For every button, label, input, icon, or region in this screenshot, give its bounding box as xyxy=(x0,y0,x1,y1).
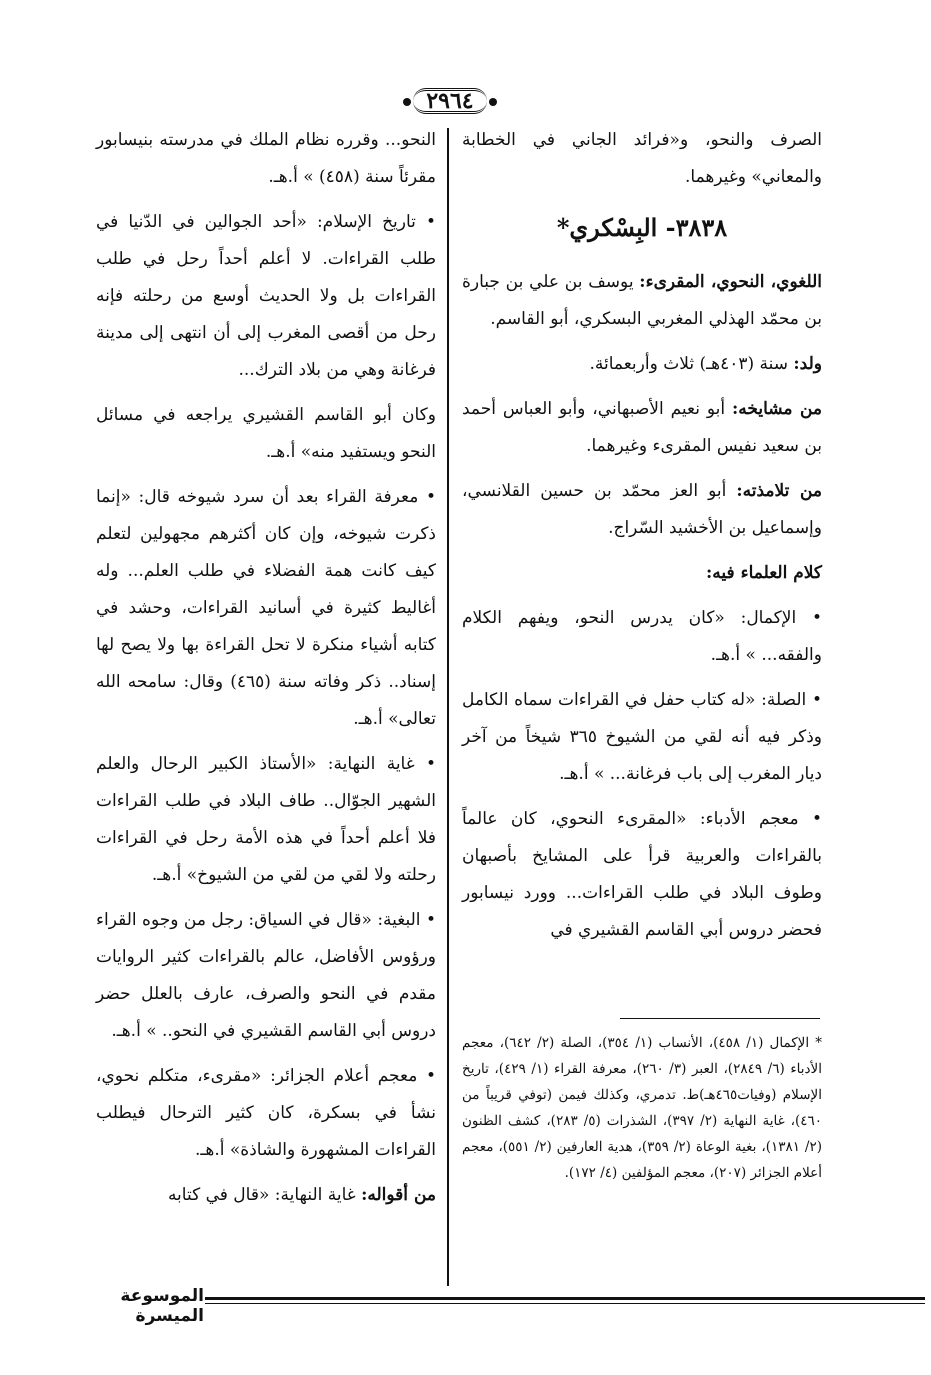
paragraph xyxy=(96,1177,436,1214)
paragraph-text: سنة (٤٠٣هـ) ثلاث وأربعمائة. xyxy=(589,354,794,374)
paragraph-label: من تلامذته: xyxy=(736,481,822,501)
left-column xyxy=(96,122,436,1222)
paragraph: • غاية النهاية: «الأستاذ الكبير الرحال والعلم الشهير الجوّال.. طاف البلاد في طلب القراءات فلا أعلم أحداً في هذه الأمة رحل في القراءات رحلته ولا لقي من لقي من الشيوخ» أ.هـ. xyxy=(96,754,436,885)
paragraph: وكان أبو القاسم القشيري يراجعه في مسائل النحو ويستفيد منه» أ.هـ. xyxy=(96,405,436,462)
paragraph: • معجم الأدباء: «المقرىء النحوي، كان عالماً بالقراءات والعربية قرأ على المشايخ بأصبهان وطوف البلاد في طلب القراءات... وورد نيسابور فحضر دروس أبي القاسم القشيري في xyxy=(462,809,822,940)
footer-rule-thin xyxy=(205,1303,925,1304)
page-number xyxy=(395,84,505,118)
column-divider xyxy=(447,128,449,1286)
entry-title: ٣٨٣٨- البِسْكري* xyxy=(556,213,728,242)
ornament-dot-right xyxy=(489,98,497,106)
footnote-rule xyxy=(620,1018,820,1019)
paragraph: • الصلة: «له كتاب حفل في القراءات سماه الكامل وذكر فيه أنه لقي من الشيوخ ٣٦٥ شيخاً من آخر ديار المغرب إلى باب فرغانة... » أ.هـ. xyxy=(462,690,822,784)
section-heading: كلام العلماء فيه: xyxy=(706,563,822,583)
paragraph: • معرفة القراء بعد أن سرد شيوخه قال: «إنما ذكرت شيوخه، وإن كان أكثرهم مجهولين لتعلم كيف كانت همة الفضلاء في طلب العلم... وله أغاليط كثيرة في أسانيد القراءات، وحشد في كتابه أشياء منكرة لا تحل القراءة بها ولا يصح لها إسناد.. ذكر وفاته سنة (٤٦٥) وقال: سامحه الله تعالى» أ.هـ. xyxy=(96,487,437,729)
ornament-dot-left xyxy=(403,98,411,106)
paragraph: • معجم أعلام الجزائر: «مقرىء، متكلم نحوي، نشأ في بسكرة، كان كثير الترحال فيطلب القراءات المشهورة والشاذة» أ.هـ. xyxy=(96,1066,436,1160)
paragraph xyxy=(462,346,822,383)
paragraph xyxy=(462,264,822,338)
page-number-text: ٢٩٦٤ xyxy=(426,88,474,114)
paragraph-label: من مشايخه: xyxy=(731,399,822,419)
paragraph-label: من أقواله: xyxy=(361,1185,436,1205)
paragraph: النحو... وقرره نظام الملك في مدرسته بنيسابور مقرئاً سنة (٤٥٨) » أ.هـ. xyxy=(96,130,436,187)
paragraph: • البغية: «قال في السياق: رجل من وجوه القراء ورؤوس الأفاضل، عالم بالقراءات كثير الروايات مقدم في النحو والصرف، عارف بالعلل حضر دروس أبي القاسم القشيري في النحو.. » أ.هـ. xyxy=(96,910,436,1041)
paragraph xyxy=(462,473,822,547)
paragraph-label: ولد: xyxy=(793,354,822,374)
page-number-frame xyxy=(413,88,487,114)
footer-title: الموسوعة الميسرة xyxy=(120,1286,204,1326)
paragraph-text: أبو العز محمّد بن حسين القلانسي، وإسماعيل بن الأخشيد السّراج. xyxy=(462,481,822,538)
paragraph-text: أبو نعيم الأصبهاني، وأبو العباس أحمد بن سعيد نفيس المقرىء وغيرهما. xyxy=(462,399,822,456)
paragraph: • تاريخ الإسلام: «أحد الجوالين في الدّنيا في طلب القراءات. لا أعلم أحداً رحل في طلب القراءات بل ولا الحديث أوسع من رحلته فإنه رحل من أقصى المغرب إلى أن انتهى إلى مدينة فرغانة وهي من بلاد الترك... xyxy=(96,212,436,380)
paragraph-text: غاية النهاية: «قال في كتابه xyxy=(167,1185,362,1205)
footer-rule xyxy=(205,1297,925,1300)
paragraph: الصرف والنحو، و«فرائد الجاني في الخطابة والمعاني» وغيرهما. xyxy=(462,130,822,187)
paragraph: • الإكمال: «كان يدرس النحو، ويفهم الكلام والفقه... » أ.هـ. xyxy=(462,608,822,665)
paragraph-label: اللغوي، النحوي، المقرىء: xyxy=(639,272,822,292)
paragraph xyxy=(462,391,822,465)
footnote: * الإكمال (١/ ٤٥٨)، الأنساب (١/ ٣٥٤)، الصلة (٢/ ٦٤٢)، معجم الأدباء (٦/ ٢٨٤٩)، العبر (٣/ ٢٦٠)، معرفة القراء (١/ ٤٢٩)، تاريخ الإسلام (وفيات٤٦٥هـ)ط. تدمري، وكذلك فيمن (توفي قريباً من ٤٦٠)، غاية النهاية (٢/ ٣٩٧)، الشذرات (٥/ ٢٨٣)، كشف الظنون (٢/ ١٣٨١)، بغية الوعاة (٢/ ٣٥٩)، هدية العارفين (٢/ ٥٥١)، معجم أعلام الجزائر (٢٠٧)، معجم المؤلفين (٤/ ١٧٢). xyxy=(462,1035,823,1181)
right-column xyxy=(462,122,822,957)
paragraph-text: يوسف بن علي بن جبارة بن محمّد الهذلي المغربي البسكري، أبو القاسم. xyxy=(462,272,822,329)
